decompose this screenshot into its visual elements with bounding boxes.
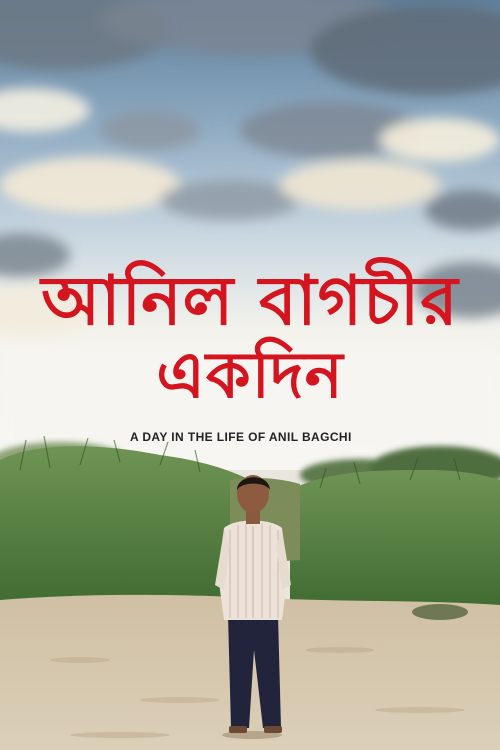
title-bengali-line1: আনিল বাগচীর — [41, 262, 459, 341]
grass-right — [290, 470, 500, 612]
title-english: A DAY IN THE LIFE OF ANIL BAGCHI — [130, 430, 352, 444]
title-bengali-line2: একদিন — [156, 339, 344, 413]
grass-left — [0, 446, 250, 610]
grass-clump — [412, 604, 468, 620]
